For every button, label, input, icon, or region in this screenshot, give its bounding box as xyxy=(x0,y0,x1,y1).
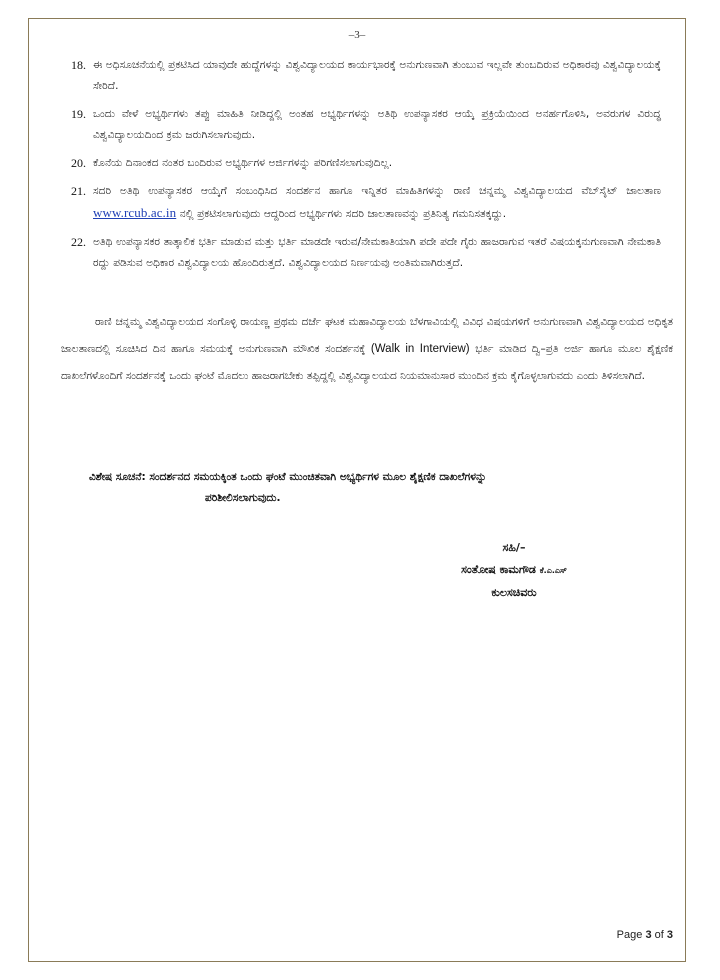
item-text xyxy=(93,181,661,225)
item-text: ಈ ಅಧಿಸೂಚನೆಯಲ್ಲಿ ಪ್ರಕಟಿಸಿದ ಯಾವುದೇ ಹುದ್ದೆಗಳನ್ನು ವಿಶ್ವವಿದ್ಯಾಲಯದ ಕಾರ್ಯಭಾರಕ್ಕೆ ಅನುಗುಣವಾಗಿ ತುಂಬುವ ಇಲ್ಲವೇ ತುಂಬದಿರುವ ಅಧಿಕಾರವು ವಿಶ್ವವಿದ್ಯಾಲಯಕ್ಕೆ ಸೇರಿದೆ. xyxy=(93,59,661,92)
item-number: 22. xyxy=(71,235,86,249)
item-number: 19. xyxy=(71,107,86,121)
item-number: 20. xyxy=(71,156,86,170)
paragraph-text-after: ಭರ್ತಿ ಮಾಡಿದ ದ್ವಿ–ಪ್ರತಿ ಅರ್ಜಿ ಹಾಗೂ ಮೂಲ ಶೈಕ್ಷಣಿಕ ದಾಖಲೆಗಳೊಂದಿಗೆ ಸಂದರ್ಶನಕ್ಕೆ ಒಂದು ಘಂಟೆ ಮೊದಲು ಹಾಜರಾಗಬೇಕು ತಪ್ಪಿದ್ದಲ್ಲಿ ವಿಶ್ವವಿದ್ಯಾಲಯದ ನಿಯಮಾನುಸಾರ ಮುಂದಿನ ಕ್ರಮ ಕೈಗೊಳ್ಳಲಾಗುವದು ಎಂದು ತಿಳಿಸಲಾಗಿದೆ. xyxy=(61,343,673,382)
special-note xyxy=(89,467,673,509)
page-marker: –3– xyxy=(348,29,366,41)
footer-of-word: of xyxy=(654,929,664,941)
item-text-after: ನಲ್ಲಿ ಪ್ರಕಟಿಸಲಾಗುವುದು ಆದ್ದರಿಂದ ಅಭ್ಯರ್ಥಿಗಳು ಸದರಿ ಜಾಲತಾಣವನ್ನು ಪ್ರತಿನಿತ್ಯ ಗಮನಿಸತಕ್ಕದ್ದು. xyxy=(179,208,507,220)
paragraph-text-before: ರಾಣಿ ಚನ್ನಮ್ಮ ವಿಶ್ವವಿದ್ಯಾಲಯದ ಸಂಗೊಳ್ಳಿ ರಾಯಣ್ಣ ಪ್ರಥಮ ದರ್ಜೆ ಘಟಕ ಮಹಾವಿದ್ಯಾಲಯ ಬೆಳಗಾವಿಯಲ್ಲಿ ವಿವಿಧ ವಿಷಯಗಳಿಗೆ ಅನುಗುಣವಾಗಿ ವಿಶ್ವವಿದ್ಯಾಲಯದ ಅಧಿಕೃತ ಜಾಲತಾಣದಲ್ಲಿ ಸೂಚಿಸಿದ ದಿನ ಹಾಗೂ ಸಮಯಕ್ಕೆ ಅನುಗುಣವಾಗಿ ಮೌಖಿಕ ಸಂದರ್ಶನಕ್ಕೆ xyxy=(61,316,673,355)
website-link[interactable]: www.rcub.ac.in xyxy=(93,205,177,220)
signatory-name: ಸಂತೋಷ ಕಾಮಗೌಡ xyxy=(461,563,536,576)
item-text: ಕೊನೆಯ ದಿನಾಂಕದ ನಂತರ ಬಂದಿರುವ ಅಭ್ಯರ್ಥಿಗಳ ಅರ್ಜಿಗಳನ್ನು ಪರಿಗಣಿಸಲಾಗುವುದಿಲ್ಲ. xyxy=(93,157,393,169)
signature-block xyxy=(414,537,614,604)
footer-page-word: Page xyxy=(616,929,643,941)
signatory-designation: ಕುಲಸಚಿವರು xyxy=(491,586,537,599)
special-note-line2: ಪರಿಶೀಲಿಸಲಾಗುವುದು. xyxy=(205,492,281,504)
item-text: ಒಂದು ವೇಳೆ ಅಭ್ಯರ್ಥಿಗಳು ತಪ್ಪು ಮಾಹಿತಿ ನೀಡಿದ್ದಲ್ಲಿ ಅಂತಹ ಅಭ್ಯರ್ಥಿಗಳನ್ನು ಅತಿಥಿ ಉಪನ್ಯಾಸಕರ ಆಯ್ಕೆ ಪ್ರಕ್ರಿಯೆಯಿಂದ ಅನರ್ಹಗೊಳಿಸಿ, ಅವರುಗಳ ವಿರುದ್ಧ ವಿಶ್ವವಿದ್ಯಾಲಯದಿಂದ ಕ್ರಮ ಜರುಗಿಸಲಾಗುವುದು. xyxy=(93,108,661,141)
list-item xyxy=(71,55,661,97)
item-number: 21. xyxy=(71,184,86,198)
main-paragraph xyxy=(61,309,673,390)
signatory-line xyxy=(414,559,614,582)
list-item xyxy=(71,153,661,174)
list-item xyxy=(71,104,661,146)
document-page xyxy=(28,18,686,962)
footer-total-pages: 3 xyxy=(666,929,673,941)
item-text: ಅತಿಥಿ ಉಪನ್ಯಾಸಕರ ತಾತ್ಕಾಲಿಕ ಭರ್ತಿ ಮಾಡುವ ಮತ್ತು ಭರ್ತಿ ಮಾಡದೇ ಇರುವ/ನೇಮಕಾತಿಯಾಗಿ ಪದೇ ಪದೇ ಗೈರು ಹಾಜರಾಗುವ ಇತರೆ ವಿಷಯಕ್ಕನುಗುಣವಾಗಿ ನೇಮಕಾತಿ ರದ್ದು ಪಡಿಸುವ ಅಧಿಕಾರ ವಿಶ್ವವಿದ್ಯಾಲಯ ಹೊಂದಿರುತ್ತದೆ. ವಿಶ್ವವಿದ್ಯಾಲಯದ ನಿರ್ಣಯವು ಅಂತಿಮವಾಗಿರುತ್ತದೆ. xyxy=(93,236,661,269)
paragraph-walk-in: (Walk in Interview) xyxy=(370,343,470,355)
page-footer xyxy=(617,929,673,941)
list-item xyxy=(71,232,661,274)
special-note-label: ವಿಶೇಷ ಸೂಚನೆ: xyxy=(89,471,146,483)
item-text-before: ಸದರಿ ಅತಿಥಿ ಉಪನ್ಯಾಸಕರ ಆಯ್ಕೆಗೆ ಸಂಬಂಧಿಸಿದ ಸಂದರ್ಶನ ಹಾಗೂ ಇನ್ನಿತರ ಮಾಹಿತಿಗಳನ್ನು ರಾಣಿ ಚನ್ನಮ್ಮ ವಿಶ್ವವಿದ್ಯಾಲಯದ ವೆಬ್‌ಸೈಟ್ ಜಾಲತಾಣ xyxy=(93,185,661,197)
conditions-list xyxy=(71,55,661,281)
signed-mark: ಸಹಿ/– xyxy=(502,541,526,554)
item-number: 18. xyxy=(71,58,86,72)
list-item xyxy=(71,181,661,225)
signatory-suffix: ಕೆ.ಎ.ಎಸ್ xyxy=(539,566,567,575)
footer-current-page: 3 xyxy=(645,929,652,941)
special-note-line1: ಸಂದರ್ಶನದ ಸಮಯಕ್ಕಿಂತ ಒಂದು ಘಂಟೆ ಮುಂಚಿತವಾಗಿ ಅಭ್ಯರ್ಥಿಗಳ ಮೂಲ ಶೈಕ್ಷಣಿಕ ದಾಖಲೆಗಳನ್ನು xyxy=(149,471,487,483)
